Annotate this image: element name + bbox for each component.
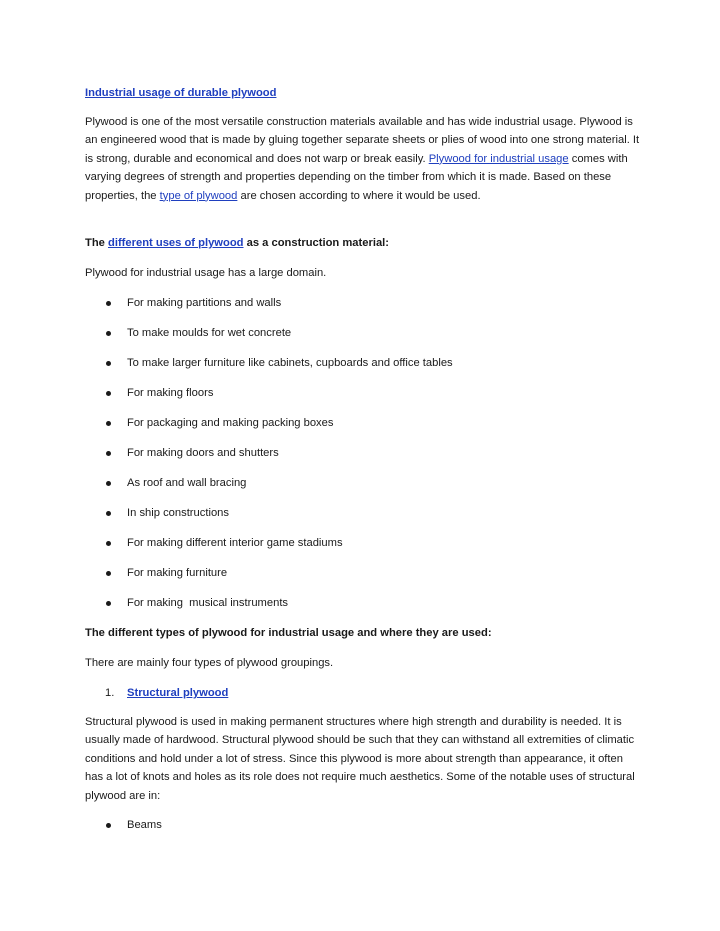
bullet-icon (106, 541, 111, 546)
bullet-icon (106, 301, 111, 306)
plywood-industrial-usage-link[interactable]: Plywood for industrial usage (428, 152, 569, 165)
bullet-icon (106, 511, 111, 516)
document-page: Industrial usage of durable plywood Plywood is one of the most versatile construction materials available and has wide industrial usage. Plywood is an engineered wood that is made by gluing together separate sheets or plies of wood into one strong material. It is strong, durable and economical and does not warp or break easily. Plywood for industrial usage comes with varying degrees of strength and properties depending on the timber from which it is made. Based on these properties, the type of plywood are chosen according to where it would be used. The different uses of plywood as a construction material: Plywood for industrial usage has a large domain. For making partitions and walls To make moulds for wet concrete To make larger furniture like cabinets, cupboards and office tables For making floors For packaging and making packing boxes For making doors and shutters As roof and wall bracing In ship constructions For making different interior game stadiums For making furniture For making musical instruments The different types of plywood for industrial usage and where they are used: There are mainly four types of plywood groupings. 1. Structural plywood Structural plywood is used in making permanent structures where high strength and durability is needed. It is usually made of hardwood. Structural plywood should be such that they can withstand all extremities of climatic conditions and hold under a lot of stress. Since this plywood is more about strength than appearance, it often has a lot of knots and holes as its role does not require much aesthetics. Some of the notable uses of structural plywood are in: Beams (0, 0, 720, 931)
bullet-icon (106, 331, 111, 336)
intro-text-3: are chosen according to where it would be used. (237, 189, 481, 202)
structural-plywood-link[interactable]: Structural plywood (127, 687, 229, 699)
uses-heading (85, 234, 640, 252)
different-uses-link[interactable]: different uses of plywood (108, 237, 244, 249)
bullet-icon (106, 451, 111, 456)
types-heading: The different types of plywood for industrial usage and where they are used: (85, 627, 492, 639)
types-intro: There are mainly four types of plywood groupings. (85, 657, 334, 669)
uses-heading-prefix: The (85, 237, 108, 249)
intro-text-1: Plywood is one of the most versatile construction materials available and has wide industrial usage. Plywood is an engineered wood that is made by gluing together separate sheets or plies of wood into one strong material. It is strong, durable and economical and does not warp or break easily. (85, 116, 640, 165)
item-number: 1. (105, 687, 115, 699)
intro-text-2: comes with varying degrees of strength and properties depending on the timber from which it is made. Based on these properties, the (85, 152, 628, 202)
bullet-icon (106, 361, 111, 366)
bullet-icon (106, 421, 111, 426)
bullet-icon (106, 481, 111, 486)
bullet-icon (106, 571, 111, 576)
intro-paragraph (85, 113, 640, 205)
bullet-icon (106, 823, 111, 828)
uses-intro: Plywood for industrial usage has a large domain. (85, 267, 327, 279)
heading-link[interactable]: Industrial usage of durable plywood (85, 87, 277, 99)
structural-paragraph: Structural plywood is used in making permanent structures where high strength and durability is needed. It is usually made of hardwood. Structural plywood should be such that they can withstand all extremities of climatic conditions and hold under a lot of stress. Since this plywood is more about strength than appearance, it often has a lot of knots and holes as its role does not require much aesthetics. Some of the notable uses of structural plywood are in: (85, 716, 635, 802)
bullet-icon (106, 391, 111, 396)
uses-heading-suffix: as a construction material: (243, 237, 389, 249)
page-heading (85, 84, 640, 102)
bullet-icon (106, 601, 111, 606)
type-of-plywood-link[interactable]: type of plywood (159, 189, 238, 202)
